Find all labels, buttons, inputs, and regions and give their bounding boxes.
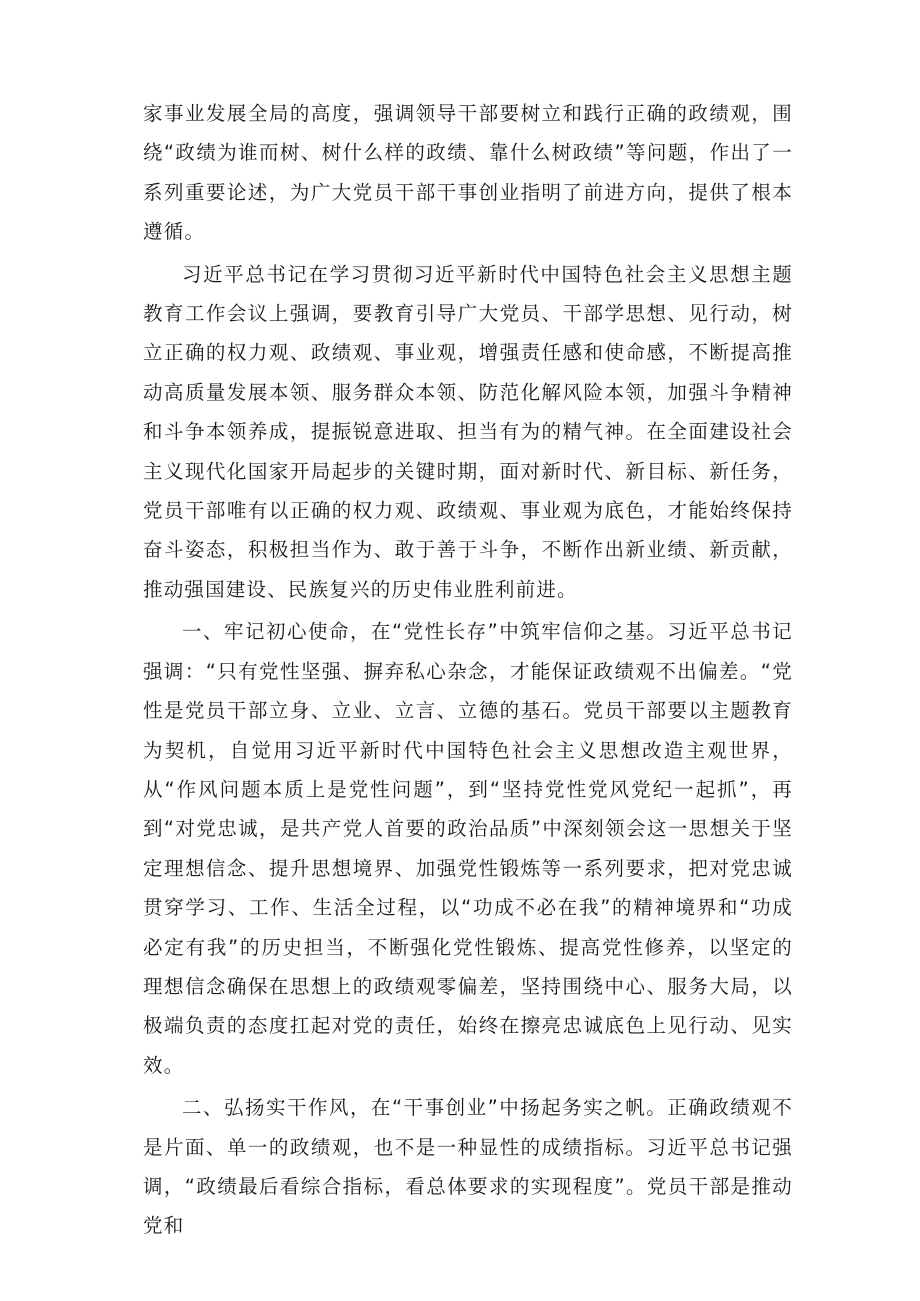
paragraph-continuation: 家事业发展全局的高度，强调领导干部要树立和践行正确的政绩观，围绕“政绩为谁而树、树什么样的政绩、靠什么树政绩”等问题，作出了一系列重要论述，为广大党员干部干事创业指明了前进方向，提供了根本遵循。 — [143, 102, 793, 244]
document-body — [143, 94, 793, 1249]
paragraph-section-one: 一、牢记初心使命，在“党性长存”中筑牢信仰之基。习近平总书记强调：“只有党性坚强、摒弃私心杂念，才能保证政绩观不出偏差。“党性是党员干部立身、立业、立言、立德的基石。党员干部要以主题教育为契机，自觉用习近平新时代中国特色社会主义思想改造主观世界，从“作风问题本质上是党性问题”，到“坚持党性党风党纪一起抓”，再到“对党忠诚，是共产党人首要的政治品质”中深刻领会这一思想关于坚定理想信念、提升思想境界、加强党性锻炼等一系列要求，把对党忠诚贯穿学习、工作、生活全过程，以“功成不必在我”的精神境界和“功成必定有我”的历史担当，不断强化党性锻炼、提高党性修养，以坚定的理想信念确保在思想上的政绩观零偏差，坚持围绕中心、服务大局，以极端负责的态度扛起对党的责任，始终在擦亮忠诚底色上见行动、见实效。 — [143, 620, 793, 1077]
paragraph-section-two: 二、弘扬实干作风，在“干事创业”中扬起务实之帆。正确政绩观不是片面、单一的政绩观，也不是一种显性的成绩指标。习近平总书记强调，“政绩最后看综合指标，看总体要求的实现程度”。党员干部是推动党和 — [143, 1096, 793, 1238]
paragraph-intro: 习近平总书记在学习贯彻习近平新时代中国特色社会主义思想主题教育工作会议上强调，要教育引导广大党员、干部学思想、见行动，树立正确的权力观、政绩观、事业观，增强责任感和使命感，不断提高推动高质量发展本领、服务群众本领、防范化解风险本领，加强斗争精神和斗争本领养成，提振锐意进取、担当有为的精气神。在全面建设社会主义现代化国家开局起步的关键时期，面对新时代、新目标、新任务，党员干部唯有以正确的权力观、政绩观、事业观为底色，才能始终保持奋斗姿态，积极担当作为、敢于善于斗争，不断作出新业绩、新贡献，推动强国建设、民族复兴的历史伟业胜利前进。 — [143, 262, 793, 601]
